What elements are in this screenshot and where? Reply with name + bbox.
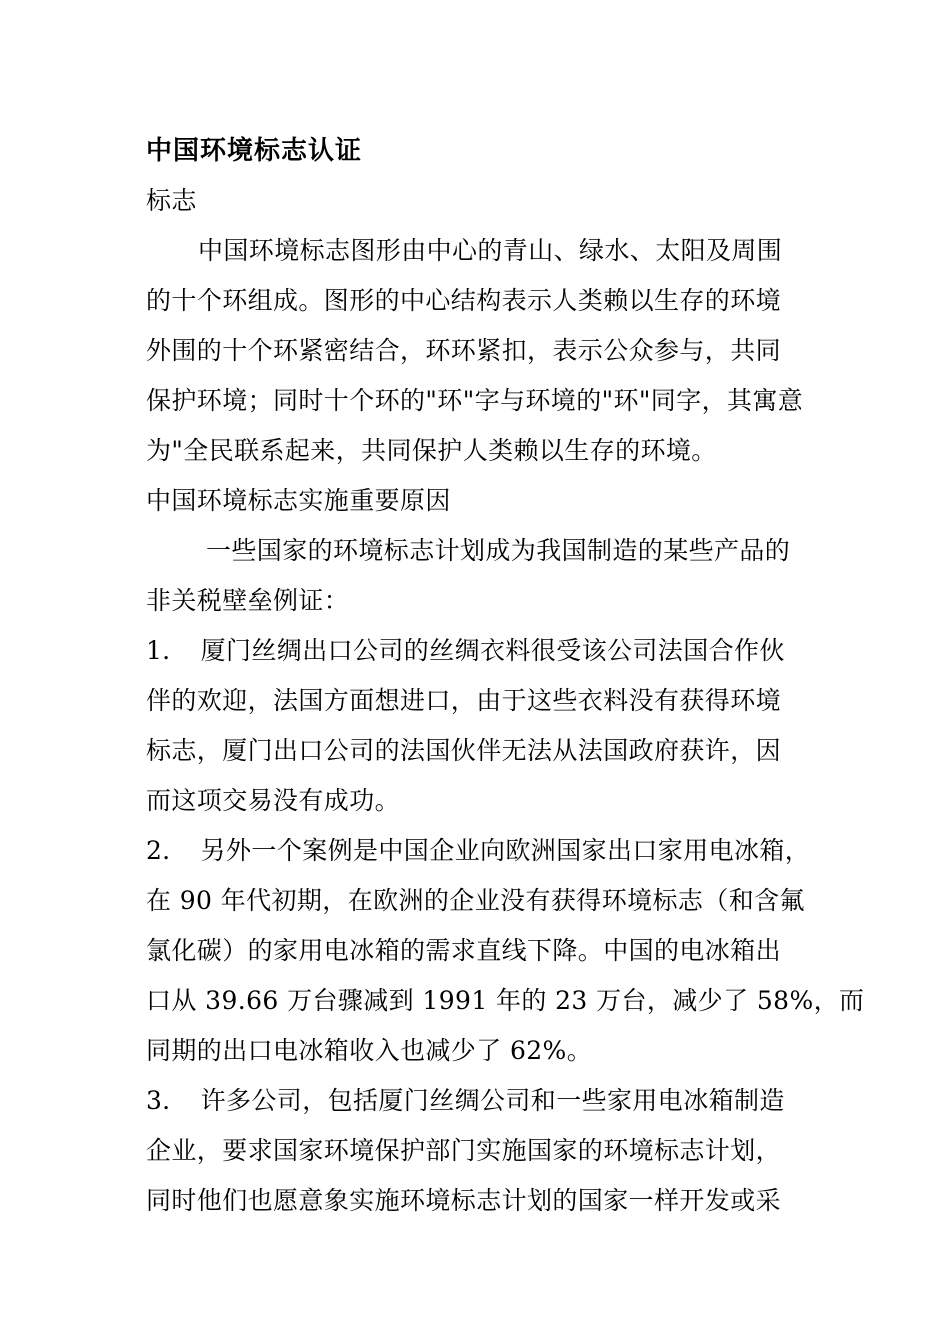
list-item-line: 2． 另外一个案例是中国企业向欧洲国家出口家用电冰箱，	[146, 836, 811, 865]
section-heading-logo: 标志	[146, 186, 197, 215]
list-item-line: 同期的出口电冰箱收入也减少了 62%。	[146, 1036, 593, 1065]
document-body	[146, 128, 865, 1226]
list-item-line: 企业，要求国家环境保护部门实施国家的环境标志计划，	[146, 1136, 782, 1165]
list-item-line: 标志，厦门出口公司的法国伙伴无法从法国政府获许，因	[146, 736, 782, 765]
list-item-line: 而这项交易没有成功。	[146, 786, 401, 815]
list-item-line: 口从 39.66 万台骤减到 1991 年的 23 万台，减少了 58%，而	[146, 986, 865, 1015]
list-item-line: 1． 厦门丝绸出口公司的丝绸衣料很受该公司法国合作伙	[146, 636, 785, 665]
paragraph-line: 为"全民联系起来，共同保护人类赖以生存的环境。	[146, 436, 717, 465]
document-title: 中国环境标志认证	[146, 136, 363, 166]
paragraph-line: 一些国家的环境标志计划成为我国制造的某些产品的	[206, 536, 791, 565]
paragraph-line: 外围的十个环紧密结合，环环紧扣，表示公众参与，共同	[146, 336, 782, 365]
list-item-line: 同时他们也愿意象实施环境标志计划的国家一样开发或采	[146, 1186, 782, 1215]
paragraph-line: 的十个环组成。图形的中心结构表示人类赖以生存的环境	[146, 286, 782, 315]
paragraph-line: 非关税壁垒例证：	[146, 586, 350, 615]
list-item-line: 伴的欢迎，法国方面想进口，由于这些衣料没有获得环境	[146, 686, 782, 715]
paragraph-line: 中国环境标志图形由中心的青山、绿水、太阳及周围	[198, 236, 783, 265]
list-item-line: 在 90 年代初期，在欧洲的企业没有获得环境标志（和含氟	[146, 886, 805, 915]
list-item-line: 氯化碳）的家用电冰箱的需求直线下降。中国的电冰箱出	[146, 936, 782, 965]
list-item-line: 3． 许多公司，包括厦门丝绸公司和一些家用电冰箱制造	[146, 1086, 785, 1115]
paragraph-line: 保护环境；同时十个环的"环"字与环境的"环"同字，其寓意	[146, 386, 804, 415]
section-heading-reasons: 中国环境标志实施重要原因	[146, 486, 451, 515]
